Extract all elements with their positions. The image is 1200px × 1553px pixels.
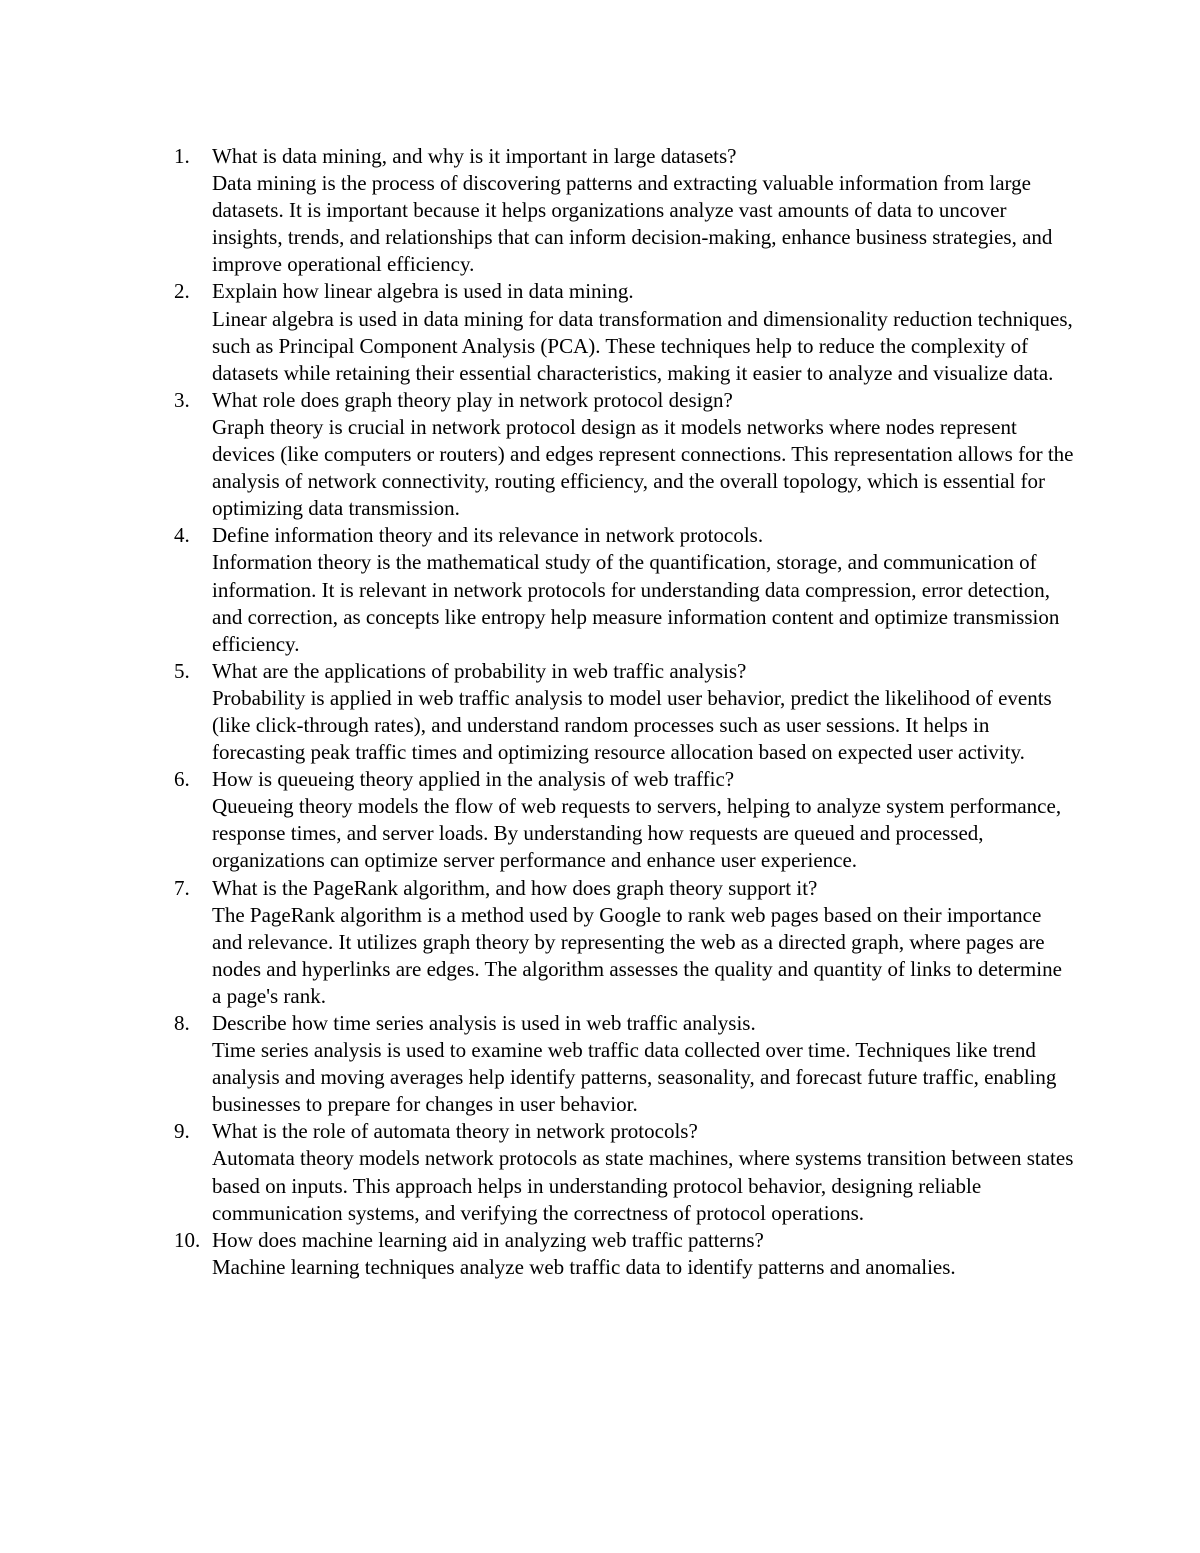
question-text: Define information theory and its relevance in network protocols. — [212, 523, 764, 548]
list-item — [174, 658, 1074, 766]
list-item — [174, 875, 1074, 1010]
question-text: What are the applications of probability in web traffic analysis? — [212, 658, 747, 683]
answer-text: Probability is applied in web traffic analysis to model user behavior, predict the likelihood of events (like click-through rates), and understand random processes such as user sessions. It helps in forecasting peak traffic times and optimizing resource allocation based on expected user activity. — [212, 685, 1052, 765]
item-number: 2. — [174, 279, 190, 304]
list-item — [174, 1227, 1074, 1281]
answer-text: Graph theory is crucial in network protocol design as it models networks where nodes represent devices (like computers or routers) and edges represent connections. This representation allows for the analysis of network connectivity, routing efficiency, and the overall topology, which is essential for optimizing data transmission. — [212, 414, 1074, 521]
list-item — [174, 387, 1074, 522]
item-number: 3. — [174, 387, 190, 412]
question-text: What role does graph theory play in network protocol design? — [212, 387, 733, 412]
list-item — [174, 766, 1074, 874]
qa-list — [174, 143, 1074, 1281]
question-text: How does machine learning aid in analyzing web traffic patterns? — [212, 1227, 764, 1252]
question-text: Describe how time series analysis is used in web traffic analysis. — [212, 1011, 756, 1035]
answer-text: Automata theory models network protocols as state machines, where systems transition between states based on inputs. This approach helps in understanding protocol behavior, designing reliable communication systems, and verifying the correctness of protocol operations. — [212, 1146, 1074, 1225]
answer-text: Linear algebra is used in data mining for data transformation and dimensionality reduction techniques, such as Principal Component Analysis (PCA). These techniques help to reduce the complexity of datasets while retaining their essential characteristics, making it easier to analyze and visualize data. — [212, 306, 1073, 385]
item-number: 8. — [174, 1011, 190, 1035]
item-number: 10. — [174, 1227, 201, 1252]
item-number: 4. — [174, 523, 190, 548]
list-item — [174, 278, 1074, 386]
question-text: What is the role of automata theory in network protocols? — [212, 1119, 698, 1144]
list-item — [174, 522, 1074, 657]
question-text: How is queueing theory applied in the analysis of web traffic? — [212, 767, 735, 792]
item-number: 5. — [174, 658, 190, 683]
question-text: What is data mining, and why is it important in large datasets? — [212, 144, 737, 168]
answer-text: Machine learning techniques analyze web traffic data to identify patterns and anomalies. — [212, 1254, 956, 1279]
answer-text: Queueing theory models the flow of web requests to servers, helping to analyze system performance, response times, and server loads. By understanding how requests are queued and processed, organizations can optimize server performance and enhance user experience. — [212, 794, 1062, 873]
question-text: Explain how linear algebra is used in data mining. — [212, 279, 634, 304]
item-number: 9. — [174, 1119, 190, 1144]
answer-text: The PageRank algorithm is a method used by Google to rank web pages based on their importance and relevance. It utilizes graph theory by representing the web as a directed graph, where pages are nodes and hyperlinks are edges. The algorithm assesses the quality and quantity of links to determine a page's rank. — [212, 902, 1062, 1008]
question-text: What is the PageRank algorithm, and how does graph theory support it? — [212, 875, 818, 900]
answer-text: Time series analysis is used to examine web traffic data collected over time. Techniques like trend analysis and moving averages help identify patterns, seasonality, and forecast future traffic, enabling businesses to prepare for changes in user behavior. — [212, 1038, 1057, 1117]
item-number: 1. — [174, 144, 190, 168]
list-item — [174, 1118, 1074, 1226]
list-item — [174, 1010, 1074, 1118]
answer-text: Data mining is the process of discovering patterns and extracting valuable information from large datasets. It is important because it helps organizations analyze vast amounts of data to uncover insights, trends, and relationships that can inform decision-making, enhance business strategies, and improve operational efficiency. — [212, 171, 1053, 277]
item-number: 6. — [174, 767, 190, 792]
list-item — [174, 143, 1074, 278]
item-number: 7. — [174, 875, 190, 900]
answer-text: Information theory is the mathematical study of the quantification, storage, and communication of information. It is relevant in network protocols for understanding data compression, error detection, and correction, as concepts like entropy help measure information content and optimize transmission efficiency. — [212, 550, 1060, 656]
